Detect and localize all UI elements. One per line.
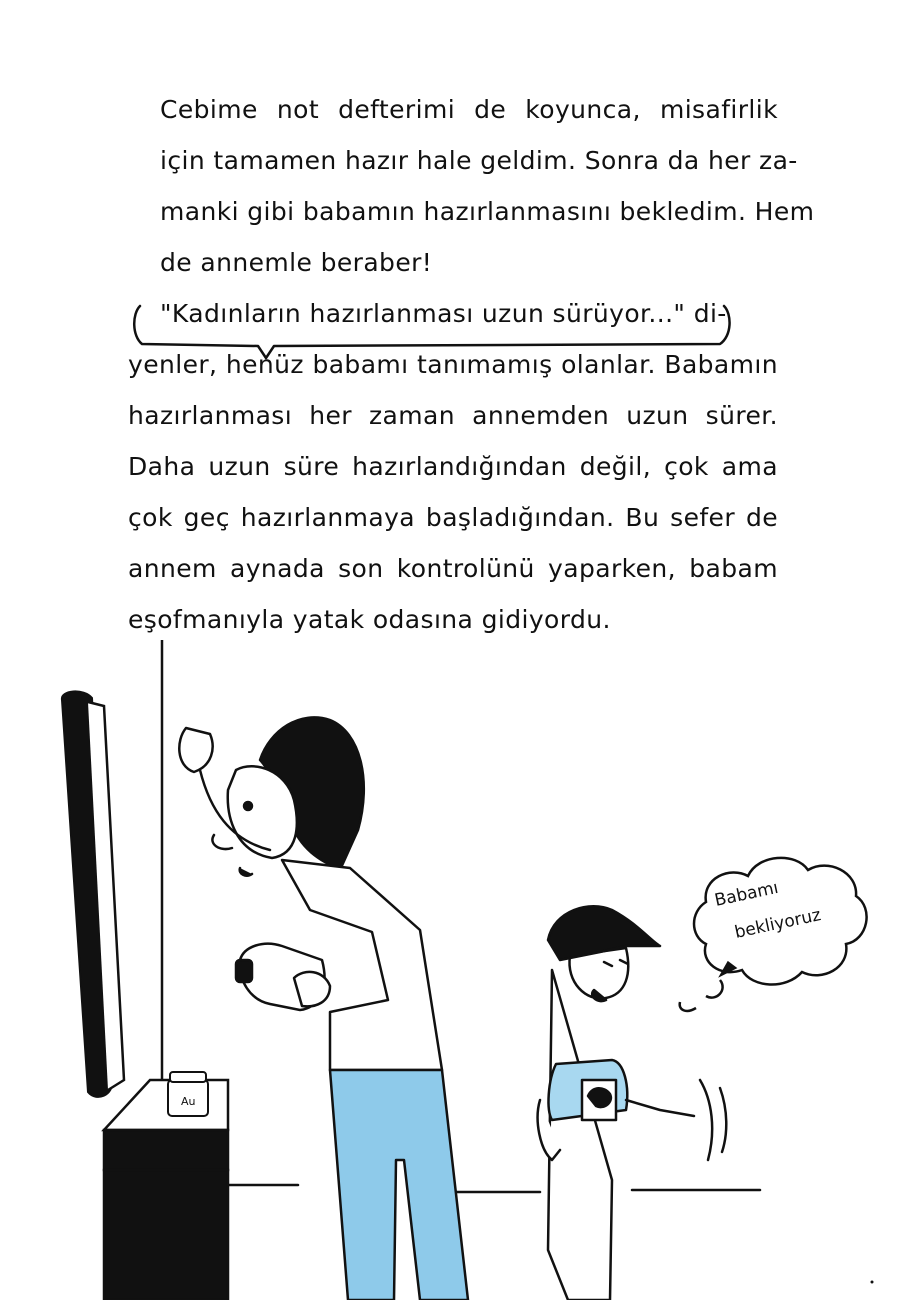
motion-lines (700, 1080, 726, 1160)
page-speck (871, 1281, 874, 1284)
thought-text-1: Babamı (712, 877, 781, 911)
quote-text: "Kadınların hazırlanması uzun sürüyor..." (160, 299, 686, 328)
text-line: yenler, henüz babamı tanımamış olanlar. Babamın (128, 350, 778, 379)
thought-text-2: bekliyoruz (732, 905, 823, 943)
quote-continuation: di- (685, 299, 727, 328)
boy-figure (538, 906, 694, 1300)
text-line: çok geç hazırlanmaya başladığından. Bu sefer de (128, 503, 778, 532)
text-line: hazırlanması her zaman annemden uzun sürer. (128, 401, 778, 430)
text-line: eşofmanıyla yatak odasına gidiyordu. (128, 605, 611, 634)
jar-label: Au (181, 1095, 196, 1108)
quote-line (128, 288, 778, 339)
dresser (104, 1080, 228, 1300)
text-line: için tamamen hazır hale geldim. Sonra da her za- (160, 146, 798, 175)
text-line: annem aynada son kontrolünü yaparken, babam (128, 554, 778, 583)
text-line: manki gibi babamın hazırlanmasını bekledim. Hem (160, 197, 815, 226)
story-text (128, 84, 815, 645)
text-line: Cebime not defterimi de koyunca, misafirlik (160, 95, 778, 124)
thought-bubble (680, 858, 867, 1011)
illustration (0, 640, 900, 1300)
paragraph-2 (128, 288, 778, 645)
jar (168, 1072, 208, 1116)
text-line: de annemle beraber! (160, 248, 433, 277)
paragraph-1 (128, 84, 815, 288)
mirror (62, 691, 124, 1096)
text-line: Daha uzun süre hazırlandığından değil, çok ama (128, 452, 778, 481)
